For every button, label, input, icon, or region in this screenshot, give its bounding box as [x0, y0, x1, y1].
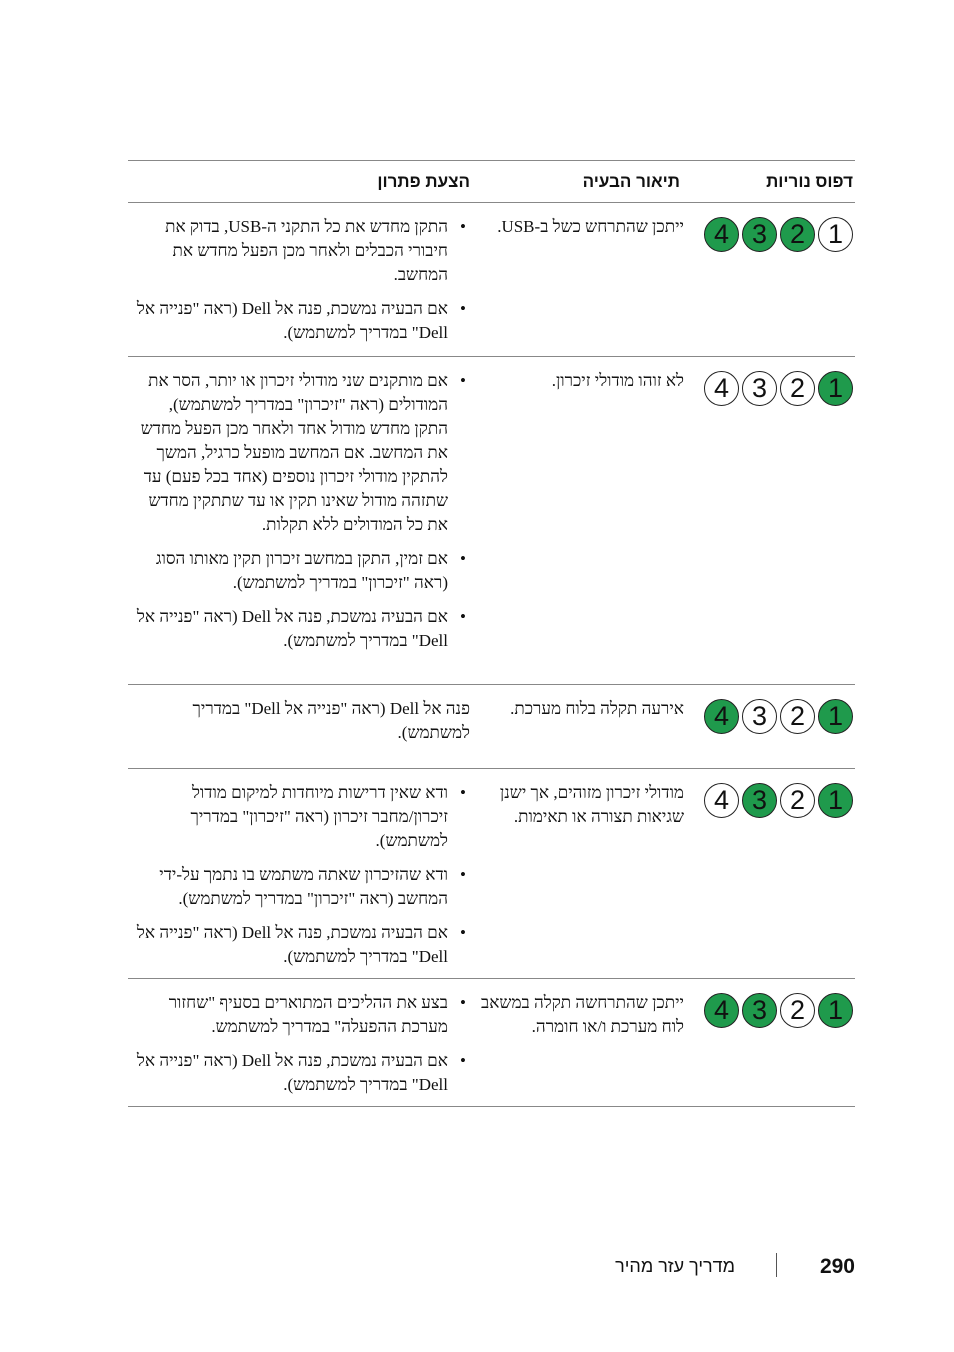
- table-row: [128, 357, 855, 685]
- diagnostic-light-3-icon: 3: [742, 699, 777, 734]
- problem-description-cell: ייתכן שהתרחש כשל ב-USB.: [474, 203, 694, 357]
- diagnostic-light-4-icon: 4: [704, 699, 739, 734]
- diagnostic-lights: [694, 217, 855, 252]
- solution-text: אם הבעיה נמשכת, פנה אל Dell (ראה "פנייה אל Dell" במדריך למשתמש).: [136, 607, 448, 650]
- bullet-icon: •: [460, 371, 466, 390]
- bullet-icon: •: [460, 923, 466, 942]
- table-row: [128, 979, 855, 1107]
- diagnostic-light-4-icon: 4: [704, 217, 739, 252]
- diagnostic-lights-table: [128, 160, 855, 1107]
- header-suggested-solution: הצעת פתרון: [128, 161, 474, 203]
- light-pattern-cell: [694, 979, 855, 1107]
- solution-list: [132, 991, 470, 1097]
- diagnostic-lights: [694, 699, 855, 734]
- page-number: 290: [819, 1255, 855, 1278]
- solution-text: אם זמין, התקן במחשב זיכרון תקין מאותו הסוג (ראה "זיכרון" במדריך למשתמש).: [155, 549, 448, 592]
- footer-divider: [776, 1253, 777, 1277]
- document-page: [128, 160, 855, 1107]
- diagnostic-light-1-icon: 1: [818, 699, 853, 734]
- diagnostic-light-4-icon: 4: [704, 371, 739, 406]
- list-item: [132, 297, 470, 345]
- diagnostic-light-2-icon: 2: [780, 993, 815, 1028]
- solution-text: ודא שאין דרישות מיוחדות למיקום מודול זיכרון/מחבר זיכרון (ראה "זיכרון" במדריך למשתמש).: [190, 783, 448, 850]
- diagnostic-light-3-icon: 3: [742, 217, 777, 252]
- table-header-row: [128, 161, 855, 203]
- bullet-icon: •: [460, 783, 466, 802]
- solution-text: ודא שהזיכרון שאתה משתמש בו נתמך על-ידי המחשב (ראה "זיכרון" במדריך למשתמש).: [159, 865, 448, 908]
- diagnostic-light-3-icon: 3: [742, 993, 777, 1028]
- list-item: [132, 863, 470, 911]
- bullet-icon: •: [460, 549, 466, 568]
- table-row: [128, 685, 855, 769]
- diagnostic-light-3-icon: 3: [742, 783, 777, 818]
- diagnostic-light-1-icon: 1: [818, 217, 853, 252]
- diagnostic-light-2-icon: 2: [780, 783, 815, 818]
- problem-description-cell: מודולי זיכרון מזוהים, אך ישנן שגיאות תצורה או תאימות.: [474, 769, 694, 979]
- table-body: [128, 203, 855, 1107]
- light-pattern-cell: [694, 203, 855, 357]
- problem-description-cell: לא זוהו מודולי זיכרון.: [474, 357, 694, 685]
- bullet-icon: •: [460, 1051, 466, 1070]
- list-item: [132, 369, 470, 537]
- table-row: [128, 203, 855, 357]
- solution-list: [132, 781, 470, 969]
- header-light-pattern: דפוס נוריות: [694, 161, 855, 203]
- solution-text: בצע את ההליכים המתוארים בסעיף "שחזור מערכת ההפעלה" במדריך למשתמש.: [168, 993, 448, 1036]
- diagnostic-lights: [694, 371, 855, 406]
- list-item: [132, 547, 470, 595]
- suggested-solution-cell: [128, 203, 474, 357]
- diagnostic-light-1-icon: 1: [818, 993, 853, 1028]
- diagnostic-light-4-icon: 4: [704, 993, 739, 1028]
- list-item: [132, 781, 470, 853]
- list-item: [132, 991, 470, 1039]
- bullet-icon: •: [460, 993, 466, 1012]
- suggested-solution-cell: [128, 685, 474, 769]
- problem-description-cell: אירעה תקלה בלוח מערכת.: [474, 685, 694, 769]
- light-pattern-cell: [694, 769, 855, 979]
- suggested-solution-cell: [128, 357, 474, 685]
- solution-text: אם הבעיה נמשכת, פנה אל Dell (ראה "פנייה אל Dell" במדריך למשתמש).: [136, 1051, 448, 1094]
- header-problem-description: תיאור הבעיה: [474, 161, 694, 203]
- bullet-icon: •: [460, 607, 466, 626]
- table-row: [128, 769, 855, 979]
- solution-text: פנה אל Dell (ראה "פנייה אל Dell" במדריך למשתמש).: [192, 699, 470, 742]
- light-pattern-cell: [694, 685, 855, 769]
- solution-text: התקן מחדש את כל התקני ה-USB, בדוק את חיבורי הכבלים ולאחר מכן הפעל מחדש את המחשב.: [165, 217, 448, 284]
- solution-list: [132, 215, 470, 345]
- page-footer: [600, 1255, 855, 1281]
- solution-text: אם מותקנים שני מודולי זיכרון או יותר, הסר את המודולים (ראה "זיכרון" במדריך למשתמש), התקן מחדש מודול אחד ולאחר מכן הפעל מחדש את המחשב. אם המחשב מופעל כרגיל, המשך להתקין מודולי זיכרון נוספים (אחד בכל פעם) עד שתזהה מודול שאינו תקין או עד שתתקין מחדש את כל המודולים ללא תקלות.: [140, 371, 448, 534]
- bullet-icon: •: [460, 299, 466, 318]
- diagnostic-light-1-icon: 1: [818, 783, 853, 818]
- solution-text: אם הבעיה נמשכת, פנה אל Dell (ראה "פנייה אל Dell" במדריך למשתמש).: [136, 299, 448, 342]
- list-item: [132, 1049, 470, 1097]
- bullet-icon: •: [460, 217, 466, 236]
- diagnostic-light-1-icon: 1: [818, 371, 853, 406]
- solution-text: אם הבעיה נמשכת, פנה אל Dell (ראה "פנייה אל Dell" במדריך למשתמש).: [136, 923, 448, 966]
- footer-title: מדריך עזר מהיר: [615, 1256, 735, 1276]
- solution-list: [132, 369, 470, 653]
- diagnostic-light-3-icon: 3: [742, 371, 777, 406]
- diagnostic-light-2-icon: 2: [780, 217, 815, 252]
- diagnostic-lights: [694, 783, 855, 818]
- list-item: [132, 921, 470, 969]
- diagnostic-lights: [694, 993, 855, 1028]
- diagnostic-light-2-icon: 2: [780, 371, 815, 406]
- list-item: [132, 605, 470, 653]
- suggested-solution-cell: [128, 979, 474, 1107]
- problem-description-cell: ייתכן שהתרחשה תקלה במשאב לוח מערכת ו/או חומרה.: [474, 979, 694, 1107]
- diagnostic-light-2-icon: 2: [780, 699, 815, 734]
- diagnostic-light-4-icon: 4: [704, 783, 739, 818]
- suggested-solution-cell: [128, 769, 474, 979]
- bullet-icon: •: [460, 865, 466, 884]
- list-item: [132, 215, 470, 287]
- light-pattern-cell: [694, 357, 855, 685]
